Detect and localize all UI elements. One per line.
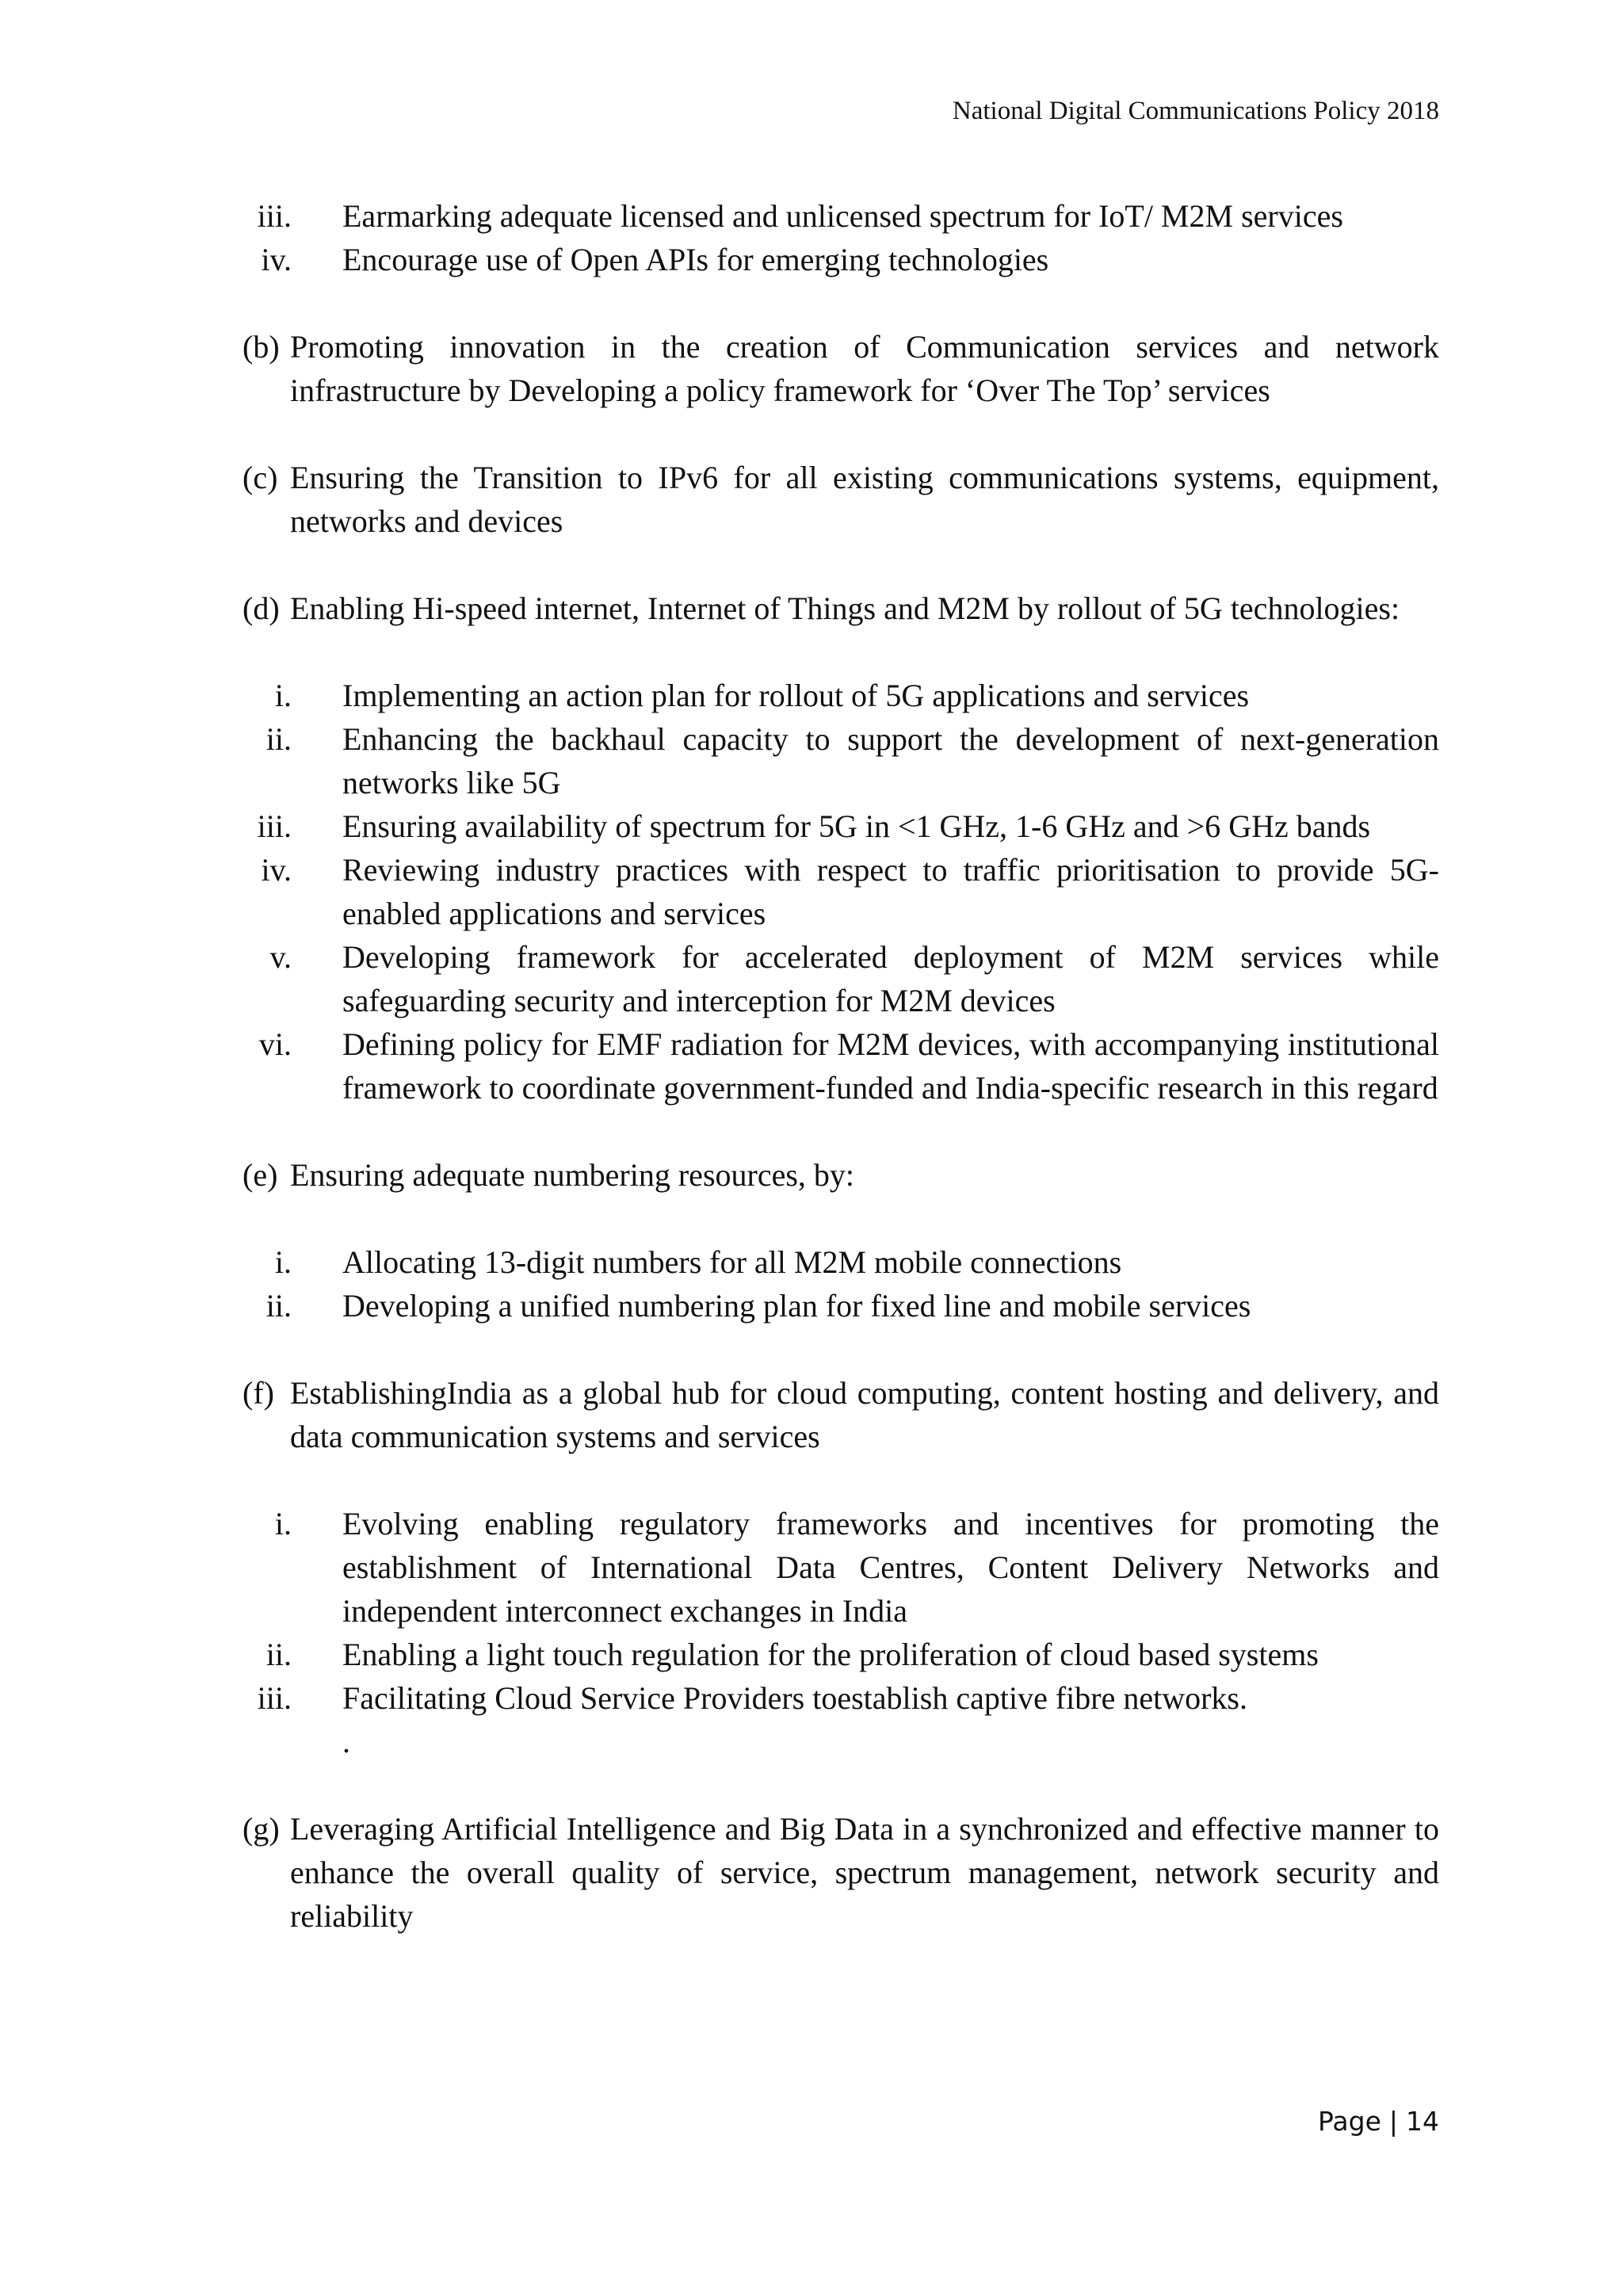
item-number: iii. <box>257 198 292 234</box>
section-text: Promoting innovation in the creation of Communication services and network infrastructure by Developing a policy framework for ‘Over The Top’ services <box>290 329 1439 408</box>
item-number: v. <box>269 939 292 975</box>
section-label: (c) <box>242 460 278 495</box>
item-text: Encourage use of Open APIs for emerging technologies <box>342 242 1049 277</box>
page-number-footer <box>1318 2104 1439 2139</box>
spacer <box>242 630 1439 674</box>
section-e <box>242 1153 1439 1197</box>
item-number: ii. <box>265 1637 292 1672</box>
section-d <box>242 586 1439 630</box>
section-label: (e) <box>242 1157 278 1193</box>
item-number: i. <box>274 1244 292 1280</box>
list-item <box>242 1633 1439 1676</box>
section-label: (f) <box>242 1375 274 1411</box>
list-item <box>242 848 1439 935</box>
section-label: (b) <box>242 329 280 365</box>
item-number: iii. <box>257 1680 292 1716</box>
item-number: iv. <box>261 852 292 888</box>
list-item <box>242 674 1439 717</box>
spacer <box>242 412 1439 456</box>
item-text: Implementing an action plan for rollout of 5G applications and services <box>342 678 1250 713</box>
list-item <box>242 1502 1439 1633</box>
item-number: ii. <box>265 1288 292 1324</box>
section-c <box>242 456 1439 543</box>
section-g <box>242 1807 1439 1938</box>
item-text: Ensuring availability of spectrum for 5G in <1 GHz, 1-6 GHz and >6 GHz bands <box>342 808 1371 844</box>
section-label: (g) <box>242 1811 280 1847</box>
spacer <box>242 1763 1439 1807</box>
list-item <box>242 1240 1439 1284</box>
stray-dot: . <box>342 1724 350 1759</box>
page-content <box>242 194 1439 1938</box>
list-item <box>242 804 1439 848</box>
spacer <box>242 1458 1439 1502</box>
section-text: Ensuring the Transition to IPv6 for all existing communications systems, equipment, networks and devices <box>290 460 1439 539</box>
section-f <box>242 1371 1439 1458</box>
section-text: Enabling Hi-speed internet, Internet of Things and M2M by rollout of 5G technologies: <box>290 590 1400 626</box>
spacer <box>242 543 1439 586</box>
item-text: Defining policy for EMF radiation for M2M devices, with accompanying institutional framework to coordinate government-funded and India-specific research in this regard <box>342 1026 1439 1106</box>
section-text: EstablishingIndia as a global hub for cloud computing, content hosting and delivery, and data communication systems and services <box>290 1375 1439 1454</box>
item-text: Reviewing industry practices with respect to traffic prioritisation to provide 5G-enabled applications and services <box>342 852 1439 931</box>
item-number: i. <box>274 678 292 713</box>
section-label: (d) <box>242 590 280 626</box>
list-item <box>242 238 1439 281</box>
spacer <box>242 1197 1439 1240</box>
item-text: Developing a unified numbering plan for fixed line and mobile services <box>342 1288 1251 1324</box>
item-number: i. <box>274 1506 292 1541</box>
page-number: 14 <box>1406 2106 1439 2137</box>
page-separator: | <box>1388 2106 1398 2137</box>
list-item <box>242 1284 1439 1328</box>
spacer <box>242 1110 1439 1153</box>
section-text: Ensuring adequate numbering resources, by: <box>290 1157 855 1193</box>
list-item <box>242 1022 1439 1110</box>
item-text: Enhancing the backhaul capacity to support the development of next-generation networks like 5G <box>342 721 1439 800</box>
spacer <box>242 281 1439 325</box>
item-number: ii. <box>265 721 292 757</box>
section-text: Leveraging Artificial Intelligence and Big Data in a synchronized and effective manner to enhance the overall quality of service, spectrum management, network security and reliability <box>290 1811 1439 1934</box>
list-item <box>242 935 1439 1022</box>
item-text: Enabling a light touch regulation for the proliferation of cloud based systems <box>342 1637 1319 1672</box>
item-text: Allocating 13-digit numbers for all M2M mobile connections <box>342 1244 1122 1280</box>
list-item <box>242 1676 1439 1720</box>
running-header: National Digital Communications Policy 2018 <box>952 97 1439 125</box>
list-item <box>242 194 1439 238</box>
item-number: iv. <box>261 242 292 277</box>
spacer <box>242 1328 1439 1371</box>
item-text: Developing framework for accelerated deployment of M2M services while safeguarding security and interception for M2M devices <box>342 939 1439 1018</box>
item-number: vi. <box>258 1026 292 1062</box>
page-label: Page <box>1317 2106 1381 2137</box>
item-text: Evolving enabling regulatory frameworks and incentives for promoting the establishment of International Data Centres, Content Delivery Networks and independent interconnect exchanges in India <box>342 1506 1439 1629</box>
item-text: Facilitating Cloud Service Providers toestablish captive fibre networks. <box>342 1680 1247 1716</box>
section-b <box>242 325 1439 412</box>
item-number: iii. <box>257 808 292 844</box>
list-item <box>242 717 1439 804</box>
item-text: Earmarking adequate licensed and unlicensed spectrum for IoT/ M2M services <box>342 198 1343 234</box>
